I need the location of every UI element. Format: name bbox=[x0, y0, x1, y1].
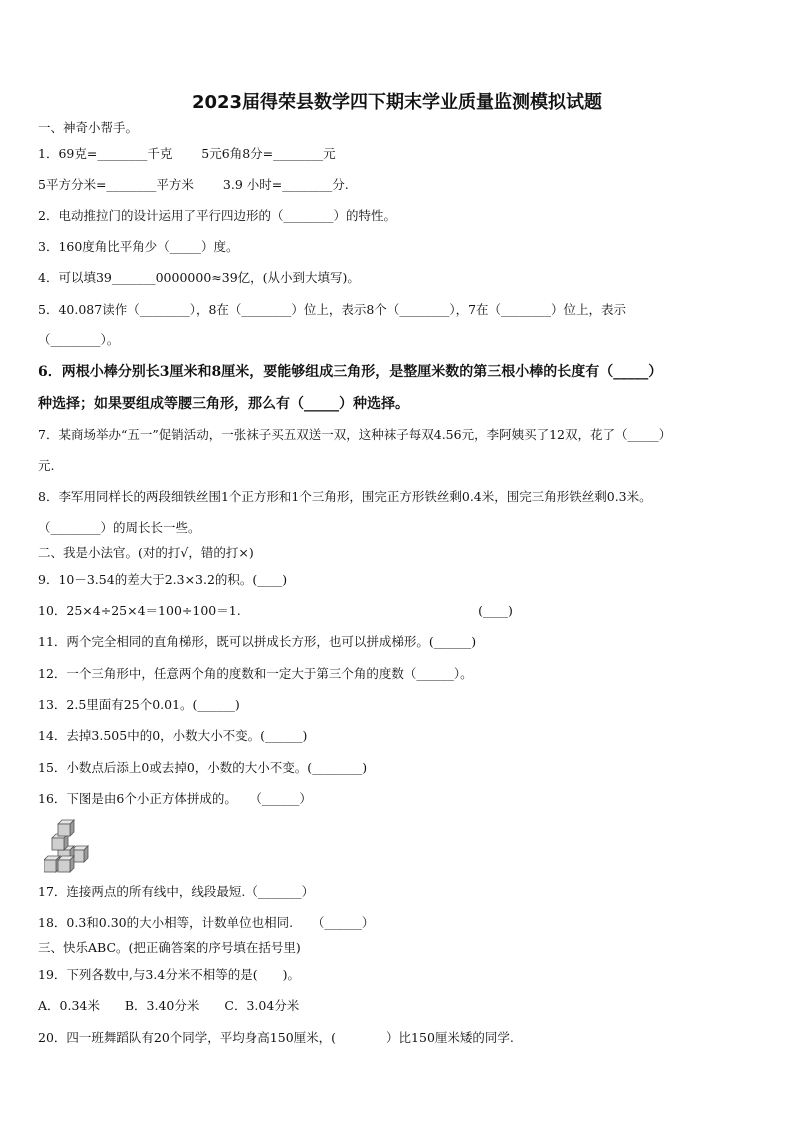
question-13: 13．2.5里面有25个0.01。(______) bbox=[38, 697, 240, 712]
question-2: 2．电动推拉门的设计运用了平行四边形的（________）的特性。 bbox=[38, 208, 396, 223]
question-15: 15．小数点后添上0或去掉0，小数的大小不变。(________) bbox=[38, 760, 368, 775]
question-14: 14．去掉3.505中的0，小数大小不变。(______) bbox=[38, 728, 308, 743]
question-10: 10．25×4÷25×4＝100÷100＝1. (____) bbox=[38, 603, 513, 618]
question-6-line-1: 6．两根小棒分别长3厘米和8厘米，要能够组成三角形，是整厘米数的第三根小棒的长度有（_____） bbox=[38, 364, 663, 380]
question-7-line-1: 7．某商场举办“五一”促销活动，一张袜子买五双送一双，这种袜子每双4.56元，李阿姨买了12双，花了（_____） bbox=[38, 427, 672, 442]
section-1-heading: 一、神奇小帮手。 bbox=[38, 120, 139, 135]
question-18: 18．0.3和0.30的大小相等，计数单位也相同. （______） bbox=[38, 915, 375, 930]
question-9: 9．10－3.54的差大于2.3×3.2的积。(____) bbox=[38, 572, 288, 587]
question-19-options: A．0.34米 B．3.40分米 C．3.04分米 bbox=[38, 998, 300, 1013]
question-20: 20．四一班舞蹈队有20个同学，平均身高150厘米，( ）比150厘米矮的同学. bbox=[38, 1030, 514, 1045]
question-1-part-a: 1．69克=________千克 5元6角8分=________元 bbox=[38, 146, 336, 161]
section-2-heading: 二、我是小法官。(对的打√，错的打×) bbox=[38, 545, 254, 560]
page-title: 2023届得荣县数学四下期末学业质量监测模拟试题 bbox=[191, 92, 603, 113]
question-11: 11．两个完全相同的直角梯形，既可以拼成长方形，也可以拼成梯形。(______) bbox=[38, 634, 477, 649]
question-6-line-2: 种选择；如果要组成等腰三角形，那么有（_____）种选择。 bbox=[38, 396, 409, 412]
cube-stack-icon bbox=[44, 818, 100, 874]
question-5-line-2: （________）。 bbox=[38, 332, 120, 347]
question-8-line-2: （________）的周长长一些。 bbox=[38, 520, 201, 535]
question-4: 4．可以填39_______0000000≈39亿，(从小到大填写)。 bbox=[38, 270, 360, 285]
section-3-heading: 三、快乐ABC。(把正确答案的序号填在括号里) bbox=[38, 940, 301, 955]
question-1-part-b: 5平方分米=________平方米 3.9 小时=________分. bbox=[38, 177, 349, 192]
question-17: 17．连接两点的所有线中，线段最短.（_______） bbox=[38, 884, 315, 899]
question-16: 16．下图是由6个小正方体拼成的。 （______） bbox=[38, 791, 312, 806]
question-3: 3．160度角比平角少（_____）度。 bbox=[38, 239, 239, 254]
question-5-line-1: 5．40.087读作（________），8在（________）位上，表示8个（________），7在（________）位上，表示 bbox=[38, 302, 627, 317]
cube-stack-figure bbox=[44, 818, 100, 878]
question-7-line-2: 元. bbox=[38, 458, 55, 473]
question-8-line-1: 8．李军用同样长的两段细铁丝围1个正方形和1个三角形，围完正方形铁丝剩0.4米，围完三角形铁丝剩0.3米。 bbox=[38, 489, 652, 504]
question-19: 19．下列各数中,与3.4分米不相等的是( )。 bbox=[38, 967, 301, 982]
question-12: 12．一个三角形中，任意两个角的度数和一定大于第三个角的度数（______）。 bbox=[38, 666, 473, 681]
